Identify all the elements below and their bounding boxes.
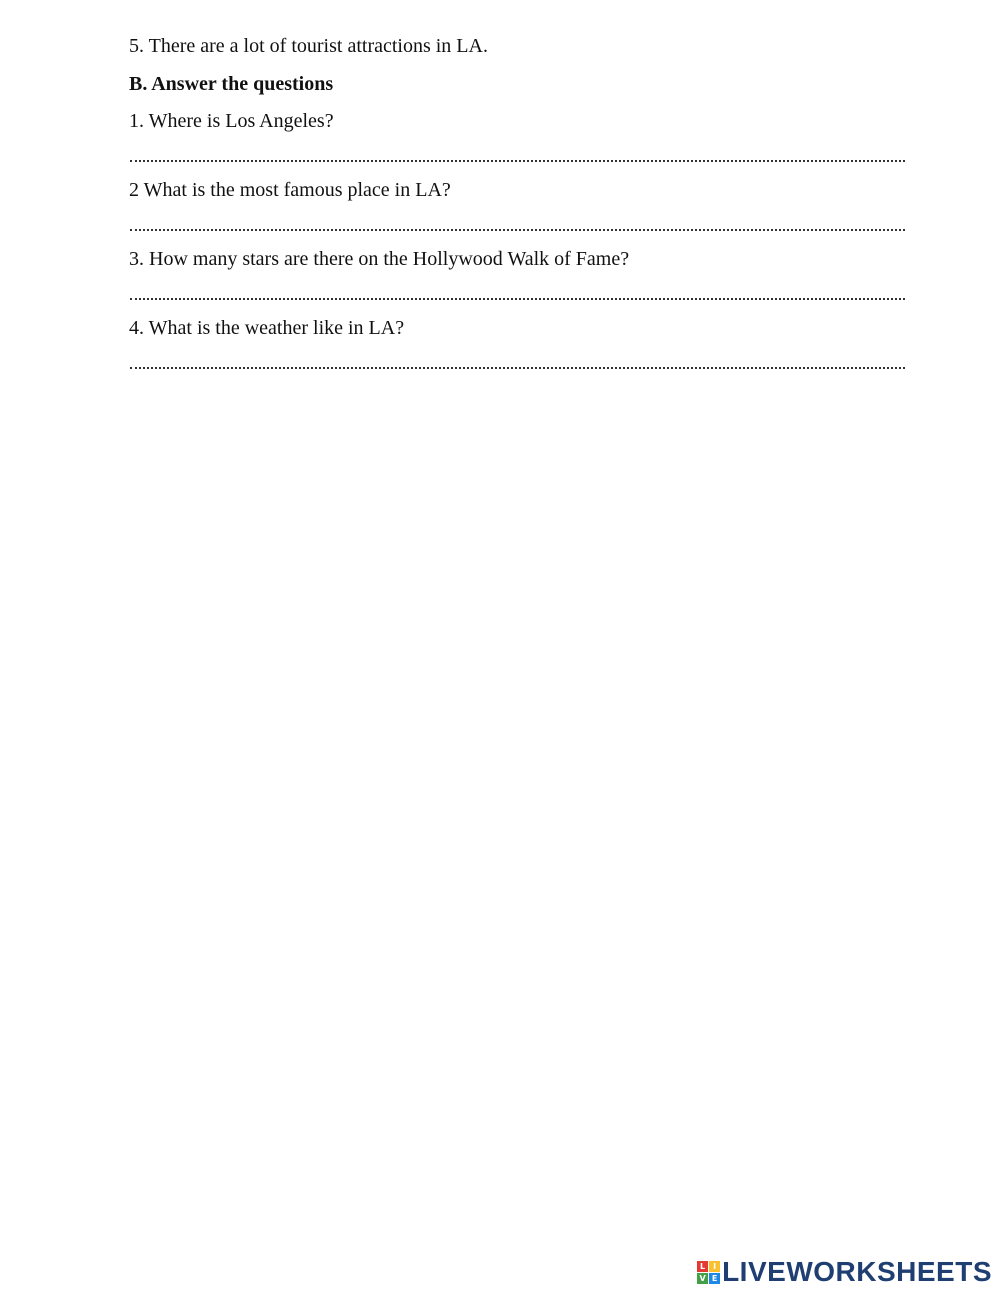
- question-4: 4. What is the weather like in LA?: [129, 317, 405, 339]
- logo-text: LIVEWORKSHEETS: [722, 1256, 992, 1287]
- answer-line-3[interactable]: [130, 298, 905, 300]
- question-2: 2 What is the most famous place in LA?: [129, 179, 451, 201]
- logo-blocks-icon: [697, 1261, 720, 1284]
- answer-line-4[interactable]: [130, 367, 905, 369]
- logo-block-v: V: [697, 1273, 708, 1284]
- logo-block-l: L: [697, 1261, 708, 1272]
- answer-line-2[interactable]: [130, 229, 905, 231]
- statement-5: 5. There are a lot of tourist attractions in LA.: [129, 35, 488, 57]
- logo-block-e: E: [709, 1273, 720, 1284]
- question-3: 3. How many stars are there on the Hollywood Walk of Fame?: [129, 248, 630, 270]
- answer-line-1[interactable]: [130, 160, 905, 162]
- liveworksheets-logo: [697, 1254, 992, 1290]
- section-b-heading: B. Answer the questions: [129, 73, 334, 95]
- question-1: 1. Where is Los Angeles?: [129, 110, 334, 132]
- logo-block-i: I: [709, 1261, 720, 1272]
